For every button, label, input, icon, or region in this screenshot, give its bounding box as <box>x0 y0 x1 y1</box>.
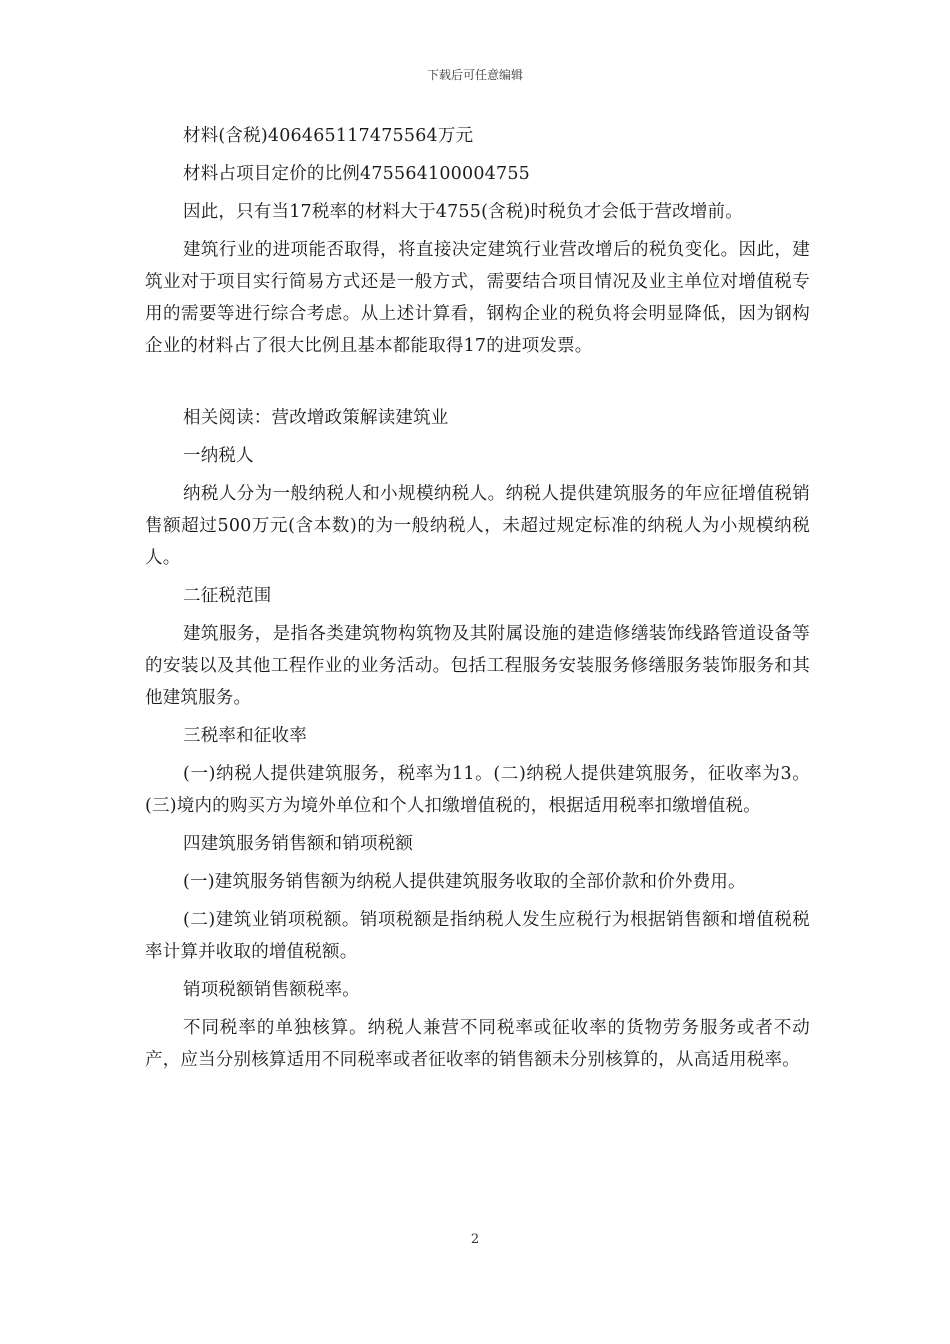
section-heading: 一纳税人 <box>183 446 254 466</box>
paragraph: 建筑服务，是指各类建筑物构筑物及其附属设施的建造修缮装饰线路管道设备等的安装以及其他工程作业的业务活动。包括工程服务安装服务修缮服务装饰服务和其他建筑服务。 <box>145 624 810 708</box>
paragraph: 因此，只有当17税率的材料大于4755(含税)时税负才会低于营改增前。 <box>183 202 743 222</box>
paragraph: 销项税额销售额税率。 <box>183 980 360 1000</box>
paragraph: 材料占项目定价的比例475564100004755 <box>183 164 531 184</box>
paragraph: 纳税人分为一般纳税人和小规模纳税人。纳税人提供建筑服务的年应征增值税销售额超过500万元(含本数)的为一般纳税人，未超过规定标准的纳税人为小规模纳税人。 <box>145 484 810 568</box>
paragraph: 相关阅读：营改增政策解读建筑业 <box>183 408 449 428</box>
section-heading: 四建筑服务销售额和销项税额 <box>183 834 414 854</box>
section-gap <box>145 368 810 402</box>
section-heading: 三税率和征收率 <box>183 726 307 746</box>
paragraph: 不同税率的单独核算。纳税人兼营不同税率或征收率的货物劳务服务或者不动产，应当分别核算适用不同税率或者征收率的销售额未分别核算的，从高适用税率。 <box>145 1018 810 1070</box>
page-number: 2 <box>470 1232 480 1247</box>
page-header: 下载后可任意编辑 <box>426 68 523 82</box>
section-heading: 二征税范围 <box>183 586 272 606</box>
paragraph: (二)建筑业销项税额。销项税额是指纳税人发生应税行为根据销售额和增值税税率计算并收取的增值税额。 <box>145 910 810 962</box>
paragraph: (一)建筑服务销售额为纳税人提供建筑服务收取的全部价款和价外费用。 <box>183 872 746 892</box>
paragraph: (一)纳税人提供建筑服务，税率为11。(二)纳税人提供建筑服务，征收率为3。(三)境内的购买方为境外单位和个人扣缴增值税的，根据适用税率扣缴增值税。 <box>145 764 810 816</box>
paragraph: 建筑行业的进项能否取得，将直接决定建筑行业营改增后的税负变化。因此，建筑业对于项目实行简易方式还是一般方式，需要结合项目情况及业主单位对增值税专用的需要等进行综合考虑。从上述计算看，钢构企业的税负将会明显降低，因为钢构企业的材料占了很大比例且基本都能取得17的进项发票。 <box>145 240 810 356</box>
document-body <box>145 120 810 1082</box>
paragraph: 材料(含税)406465117475564万元 <box>183 126 474 146</box>
